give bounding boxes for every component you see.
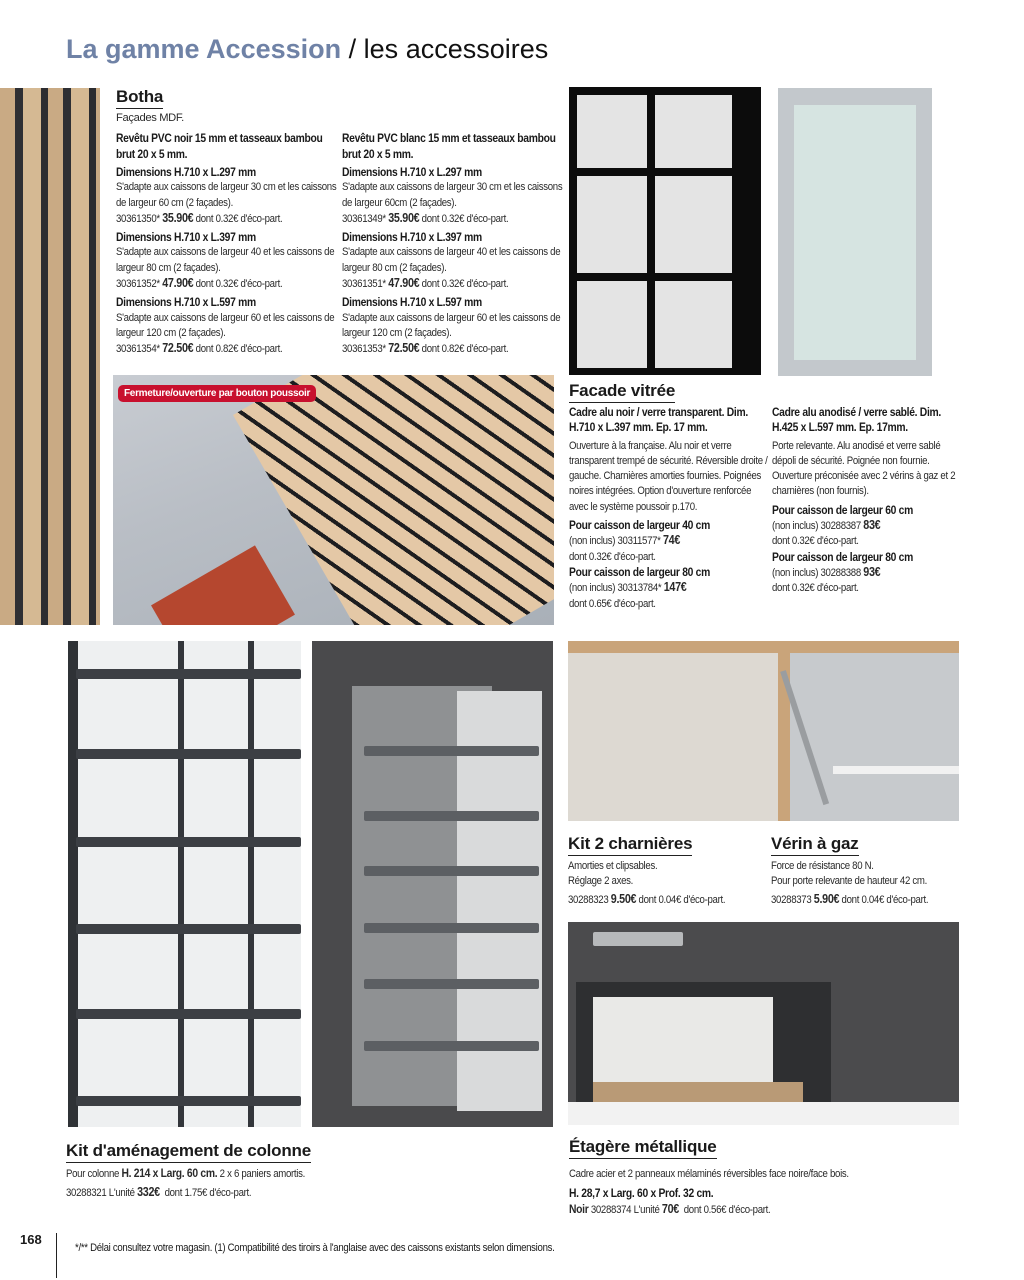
botha-variant-white — [342, 131, 604, 358]
frosted-glass — [794, 105, 916, 360]
verin-section — [771, 834, 859, 856]
item-ref: 30361353* — [342, 343, 386, 356]
variant-item — [116, 230, 341, 292]
item-price-line — [116, 276, 341, 292]
facade-desc: Porte relevante. Alu anodisé et verre sablé dépoli de sécurité. Poignée non fournie. Ouverture préconisée avec 2 vérins à gaz et 2 charnières (non fournis). — [772, 439, 956, 498]
footer-note-text: */** Délai consultez votre magasin. (1) Compatibilité des tiroirs à l'anglaise avec des caissons existants selon dimensions. — [75, 1242, 555, 1254]
item-ref: 30361350* — [116, 212, 160, 225]
item-ref: 30361351* — [342, 278, 386, 291]
etagere-price-line — [569, 1202, 922, 1218]
option-ref: (non inclus) 30311577* — [569, 535, 661, 548]
kit-colonne-desc — [66, 1166, 358, 1182]
etagere-price: 70€ — [661, 1201, 679, 1216]
variant-item — [342, 295, 567, 357]
etagere-eco: dont 0.56€ d'éco-part. — [683, 1203, 771, 1216]
glass-pane — [655, 176, 732, 273]
etagere-dims: H. 28,7 x Larg. 60 x Prof. 32 cm. — [569, 1186, 714, 1201]
item-dims: Dimensions H.710 x L.597 mm — [342, 295, 482, 310]
variant-item — [116, 165, 341, 227]
item-dims: Dimensions H.710 x L.597 mm — [116, 295, 256, 310]
kit-charnieres-line1: Amorties et clipsables. — [568, 860, 658, 872]
kit-charnieres-line2: Réglage 2 axes. — [568, 875, 634, 888]
verin-price: 5.90€ — [813, 891, 840, 906]
section-name: les accessoires — [363, 34, 549, 64]
option-price: 93€ — [863, 564, 881, 579]
facade-option — [569, 565, 769, 612]
verin-price-line — [771, 892, 965, 908]
kit-charnieres-ref: 30288323 — [568, 893, 609, 906]
item-desc: S'adapte aux caissons de largeur 40 et les caissons de largeur 80 cm (2 façades). — [116, 246, 335, 274]
photo-slat-board — [233, 375, 554, 625]
item-eco: dont 0.82€ d'éco-part. — [421, 343, 509, 356]
etagere-title: Étagère métallique — [569, 1137, 717, 1159]
botha-section — [116, 87, 184, 126]
item-dims: Dimensions H.710 x L.397 mm — [342, 230, 482, 245]
facade-option — [772, 503, 963, 550]
verin-line2: Pour porte relevante de hauteur 42 cm. — [771, 875, 927, 888]
verin-title: Vérin à gaz — [771, 834, 859, 856]
item-price-line — [342, 341, 567, 357]
botha-slat-panel-image — [0, 88, 100, 625]
facade-section — [569, 381, 675, 403]
range-name: La gamme Accession — [66, 34, 342, 64]
option-ref: (non inclus) 30288388 — [772, 566, 861, 579]
item-eco: dont 0.82€ d'éco-part. — [195, 343, 283, 356]
facade-anodized-details — [772, 405, 994, 597]
botha-closeup-photo — [113, 375, 554, 625]
option-price: 74€ — [663, 533, 681, 548]
facade-spec: Cadre alu anodisé / verre sablé. Dim. H.425 x L.597 mm. Ep. 17mm. — [772, 405, 941, 435]
item-ref: 30361349* — [342, 212, 386, 225]
push-open-badge: Fermeture/ouverture par bouton poussoir — [118, 385, 316, 402]
item-dims: Dimensions H.710 x L.297 mm — [342, 165, 482, 179]
item-dims: Dimensions H.710 x L.397 mm — [116, 230, 256, 245]
etagere-color: Noir — [569, 1201, 589, 1216]
column-rack-photo-white — [68, 641, 301, 1127]
facade-option — [569, 518, 769, 565]
kit-colonne-ref: 30288321 L'unité — [66, 1187, 135, 1200]
item-desc: S'adapte aux caissons de largeur 40 et les caissons de largeur 80 cm (2 façades). — [342, 246, 561, 274]
facade-spec: Cadre alu noir / verre transparent. Dim. H.710 x L.397 mm. Ep. 17 mm. — [569, 405, 748, 435]
kit-colonne-details — [66, 1166, 406, 1202]
column-rack-photo-grey — [312, 641, 553, 1127]
variant-item — [342, 165, 567, 227]
etagere-details — [569, 1167, 979, 1218]
item-eco: dont 0.32€ d'éco-part. — [195, 278, 283, 291]
metal-shelf-photo — [568, 922, 959, 1125]
facade-title: Facade vitrée — [569, 381, 675, 403]
option-price: 83€ — [863, 518, 881, 533]
botha-subtitle: Façades MDF. — [116, 112, 184, 124]
kit-colonne-title: Kit d'aménagement de colonne — [66, 1141, 311, 1163]
item-price: 47.90€ — [388, 276, 420, 291]
option-ref: (non inclus) 30313784* — [569, 582, 662, 595]
option-eco: dont 0.32€ d'éco-part. — [569, 550, 656, 563]
option-eco: dont 0.32€ d'éco-part. — [772, 535, 859, 548]
variant-item — [342, 230, 567, 292]
item-desc: S'adapte aux caissons de largeur 30 cm et les caissons de largeur 60 cm (2 façades). — [116, 181, 337, 209]
page-number: 168 — [20, 1232, 42, 1247]
kit-charnieres-section — [568, 834, 692, 856]
item-ref: 30361352* — [116, 278, 160, 291]
kit-colonne-dims: H. 214 x Larg. 60 cm. — [121, 1166, 218, 1180]
glass-pane — [577, 176, 647, 273]
facade-black-frame-image — [569, 87, 761, 375]
desc-prefix: Pour colonne — [66, 1168, 120, 1180]
kit-charnieres-details — [568, 859, 793, 908]
item-price-line — [116, 211, 341, 227]
verin-eco: dont 0.04€ d'éco-part. — [841, 893, 929, 906]
option-label: Pour caisson de largeur 60 cm — [772, 502, 913, 517]
photo-red-accent — [151, 545, 295, 625]
etagere-section — [569, 1137, 717, 1159]
option-eco: dont 0.32€ d'éco-part. — [772, 582, 859, 595]
glass-pane — [577, 95, 647, 168]
title-separator: / — [348, 34, 357, 64]
glass-pane — [655, 281, 732, 368]
item-eco: dont 0.32€ d'éco-part. — [421, 212, 509, 225]
verin-details — [771, 859, 996, 908]
gas-strut-photo — [568, 641, 959, 821]
kit-charnieres-eco: dont 0.04€ d'éco-part. — [638, 893, 726, 906]
kit-colonne-section — [66, 1141, 311, 1163]
footer-note — [75, 1241, 633, 1256]
item-price-line — [342, 276, 567, 292]
item-desc: S'adapte aux caissons de largeur 30 cm et les caissons de largeur 60cm (2 façades). — [342, 181, 563, 209]
kit-charnieres-price-line — [568, 892, 762, 908]
item-price: 35.90€ — [162, 210, 194, 225]
item-price: 47.90€ — [162, 276, 194, 291]
option-label: Pour caisson de largeur 80 cm — [772, 549, 913, 564]
item-ref: 30361354* — [116, 343, 160, 356]
verin-line1: Force de résistance 80 N. — [771, 860, 874, 872]
item-dims: Dimensions H.710 x L.297 mm — [116, 165, 256, 179]
option-label: Pour caisson de largeur 80 cm — [569, 564, 710, 579]
kit-charnieres-title: Kit 2 charnières — [568, 834, 692, 856]
item-price: 72.50€ — [388, 341, 420, 356]
kit-colonne-price: 332€ — [137, 1185, 160, 1200]
facade-anodized-frame-image — [778, 88, 932, 376]
option-label: Pour caisson de largeur 40 cm — [569, 518, 710, 533]
glass-pane — [655, 95, 732, 168]
item-eco: dont 0.32€ d'éco-part. — [195, 212, 283, 225]
item-price: 72.50€ — [162, 341, 194, 356]
verin-ref: 30288373 — [771, 893, 812, 906]
botha-title: Botha — [116, 87, 163, 109]
glass-pane — [577, 281, 647, 368]
facade-desc: Ouverture à la française. Alu noir et verre transparent trempé de sécurité. Réversible droite / gauche. Charnières amorties fournies. Poignées noires intégrées. Option d'ouverture renforcée avec le système poussoir p.170. — [569, 439, 768, 513]
page-title — [66, 34, 548, 65]
item-desc: S'adapte aux caissons de largeur 60 et les caissons de largeur 120 cm (2 façades). — [342, 311, 561, 339]
option-price: 147€ — [663, 580, 687, 595]
etagere-ref: 30288374 L'unité — [590, 1203, 660, 1216]
item-price-line — [116, 341, 341, 357]
kit-colonne-price-line — [66, 1185, 358, 1201]
option-eco: dont 0.65€ d'éco-part. — [569, 597, 656, 610]
variant-item — [116, 295, 341, 357]
item-eco: dont 0.32€ d'éco-part. — [421, 278, 509, 291]
footer-divider — [56, 1233, 57, 1278]
variant-finish: Revêtu PVC blanc 15 mm et tasseaux bambou brut 20 x 5 mm. — [342, 131, 556, 161]
facade-option — [772, 550, 963, 597]
botha-variant-black — [116, 131, 378, 358]
desc-suffix: 2 x 6 paniers amortis. — [219, 1168, 305, 1180]
option-ref: (non inclus) 30288387 — [772, 520, 861, 533]
etagere-desc: Cadre acier et 2 panneaux mélaminés réversibles face noire/face bois. — [569, 1168, 849, 1180]
kit-colonne-eco: dont 1.75€ d'éco-part. — [164, 1187, 252, 1200]
item-price-line — [342, 211, 567, 227]
facade-black-details — [569, 405, 801, 612]
item-price: 35.90€ — [388, 210, 420, 225]
variant-finish: Revêtu PVC noir 15 mm et tasseaux bambou brut 20 x 5 mm. — [116, 131, 323, 161]
item-desc: S'adapte aux caissons de largeur 60 et les caissons de largeur 120 cm (2 façades). — [116, 311, 335, 339]
kit-charnieres-price: 9.50€ — [610, 891, 637, 906]
